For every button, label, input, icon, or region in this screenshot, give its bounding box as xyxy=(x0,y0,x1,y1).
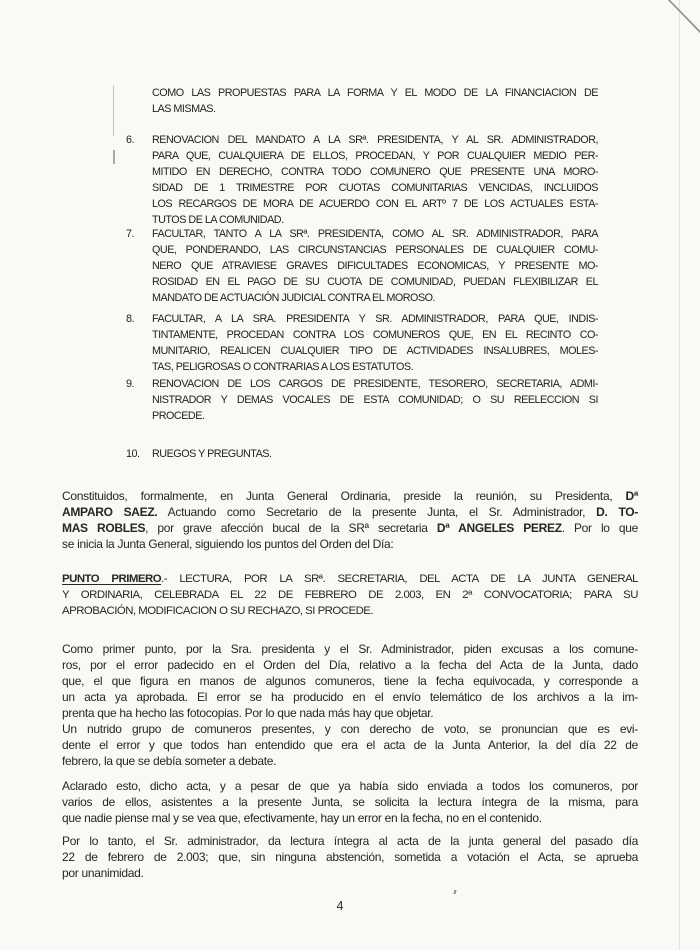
scan-corner-fold xyxy=(650,0,700,43)
agenda-item-8 xyxy=(126,311,598,375)
agenda-item-10 xyxy=(126,446,598,462)
paragraph-por-lo-tanto: Por lo tanto, el Sr. administrador, da lectura íntegra al acta de la junta general del pasado día 22 de febrero de 2.003; que, sin ninguna abstención, sometida a votación el Acta, se aprueba por unanimidad. xyxy=(62,834,638,880)
scan-page-edge xyxy=(679,0,680,950)
agenda-item-number: 8. xyxy=(126,313,135,325)
agenda-item-text: RENOVACION DE LOS CARGOS DE PRESIDENTE, TESORERO, SECRETARIA, ADMI- NISTRADOR Y DEMAS VOCALES DE ESTA COMUNIDAD; O SU REELECCION SI PROCEDE. xyxy=(152,378,598,422)
agenda-item-number: 7. xyxy=(126,228,135,240)
scan-margin-mark xyxy=(113,86,114,136)
agenda-item-number: 9. xyxy=(126,378,135,390)
agenda-item-text: FACULTAR, TANTO A LA SRª. PRESIDENTA, COMO AL SR. ADMINISTRADOR, PARA QUE, PONDERANDO, LAS CIRCUNSTANCIAS PERSONALES DE CUALQUIER COMU- NERO QUE ATRAVIESE GRAVES DIFICULTADES ECONOMICAS, Y PRESENTE MO- ROSIDAD EN EL PAGO DE SU CUOTA DE COMUNIDAD, PUEDAN FLEXIBILIZAR EL MANDATO DE ACTUACIÓN JUDICIAL CONTRA EL MOROSO. xyxy=(152,228,598,304)
agenda-item-number: 10. xyxy=(126,448,140,460)
paragraph-como-primer-punto: Como primer punto, por la Sra. presidenta y el Sr. Administrador, piden excusas a los comune- ros, por el error padecido en el Orden del Día, relativo a la fecha del Acta de la Junta, dado que, el que figura en manos de algunos comuneros, tiene la fecha equivocada, y corresponde a un acta ya aprobada. El error se ha producido en el envío telemático de los archivos a la im- prenta que ha hecho las fotocopias. Por lo que nada más hay que objetar. xyxy=(62,642,638,720)
paragraph-un-nutrido-grupo: Un nutrido grupo de comuneros presentes, y con derecho de voto, se pronuncian que es evi- dente el error y que todos han entendido que era el acta de la Junta Anterior, la del día 22 de febrero, la que se debía someter a debate. xyxy=(62,722,638,768)
agenda-item-text: FACULTAR, A LA SRA. PRESIDENTA Y SR. ADMINISTRADOR, PARA QUE, INDIS- TINTAMENTE, PROCEDAN CONTRA LOS COMUNEROS QUE, EN EL RECINTO CO- MUNITARIO, REALICEN CUALQUIER TIPO DE ACTIVIDADES INSALUBRES, MOLES- TAS, PELIGROSAS O CONTRARIAS A LOS ESTATUTOS. xyxy=(152,313,598,373)
paragraph-aclarado-esto: Aclarado esto, dicho acta, y a pesar de que ya había sido enviada a todos los comuneros, por varios de ellos, asistentes a la presente Junta, se solicita la lectura íntegra de la misma, para que nadie piense mal y se vea que, efectivamente, hay un error en la fecha, no en el contenido. xyxy=(62,779,638,825)
agenda-item-9 xyxy=(126,376,598,424)
agenda-item-6 xyxy=(126,132,598,228)
agenda-item-number: 6. xyxy=(126,134,135,146)
scan-margin-mark xyxy=(113,150,115,164)
agenda-item-text: RENOVACION DEL MANDATO A LA SRª. PRESIDENTA, Y AL SR. ADMINISTRADOR, PARA QUE, CUALQUIERA DE ELLOS, PROCEDAN, Y POR CUALQUIER MEDIO PER- MITIDO EN DERECHO, CONTRA TODO COMUNERO QUE PRESENTE UNA MORO- SIDAD DE 1 TRIMESTRE POR CUOTAS COMUNITARIAS VENCIDAS, INCLUIDOS LOS RECARGOS DE MORA DE ACUERDO CON EL ARTº 7 DE LOS ACTUALES ESTA- TUTOS DE LA COMUNIDAD. xyxy=(152,134,598,226)
page-number: 4 xyxy=(336,899,344,913)
agenda-item-text: RUEGOS Y PREGUNTAS. xyxy=(152,448,272,460)
paragraph-punto-primero: PUNTO PRIMERO.- LECTURA, POR LA SRª. SECRETARIA, DEL ACTA DE LA JUNTA GENERAL Y ORDINARIA, CELEBRADA EL 22 DE FEBRERO DE 2.003, EN 2ª CONVOCATORIA; PARA SU APROBACIÓN, MODIFICACION O SU RECHAZO, SI PROCEDE. xyxy=(62,573,638,617)
agenda-item-5-continuation: COMO LAS PROPUESTAS PARA LA FORMA Y EL MODO DE LA FINANCIACION DE LAS MISMAS. xyxy=(152,87,598,115)
scan-speck xyxy=(453,890,456,894)
agenda-item-7 xyxy=(126,226,598,306)
paragraph-constituidos: Constituidos, formalmente, en Junta General Ordinaria, preside la reunión, su Presidenta, Dª AMPARO SAEZ. Actuando como Secretario de la presente Junta, el Sr. Administrador, D. TO- MAS ROBLES, por grave afección bucal de la SRª secretaria Dª ANGELES PEREZ. Por lo que se inicia la Junta General, siguiendo los puntos del Orden del Día: xyxy=(62,489,639,551)
